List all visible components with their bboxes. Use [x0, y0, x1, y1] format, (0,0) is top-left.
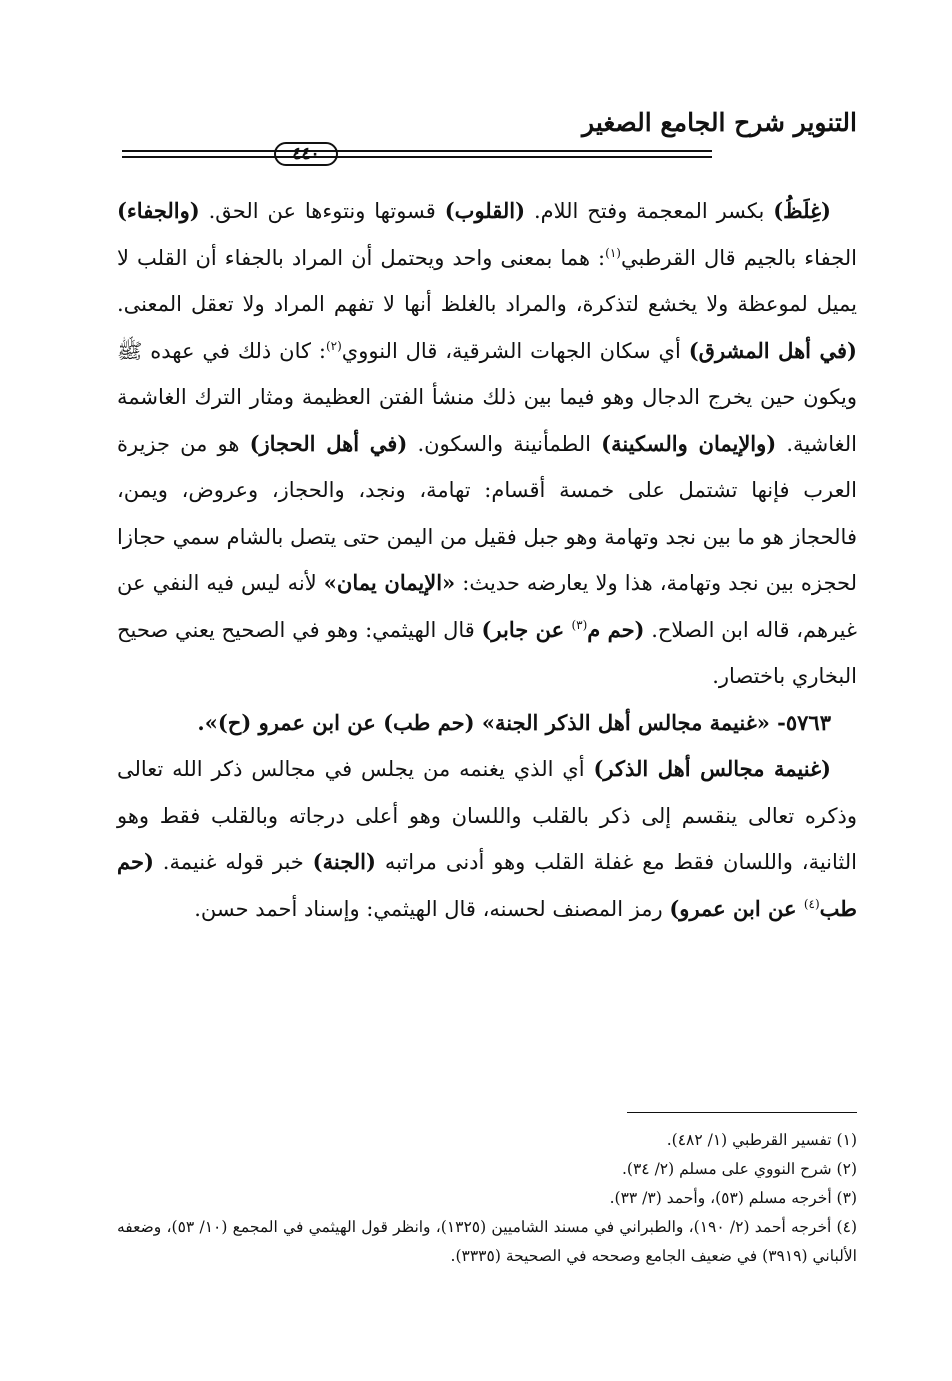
source-code: عن جابر) [481, 616, 572, 642]
commentary-paragraph-2 [117, 746, 857, 932]
main-text [117, 188, 857, 932]
footnote: (١) تفسير القرطبي (١/ ٤٨٢). [666, 1131, 857, 1149]
text-run: خبر قوله غنيمة. [153, 850, 313, 874]
running-title: التنوير شرح الجامع الصغير [582, 108, 857, 137]
lemma: (والإيمان والسكينة) [601, 430, 777, 456]
text-run: : كان ذلك في عهده ﷺ ويكون حين يخرج الدجال وهو فيما بين ذلك منشأ الفتن العظيمة ومثار الترك الغاشمة الغاشية. [117, 338, 858, 456]
footnotes [117, 1126, 857, 1271]
text-run: هو من جزيرة العرب فإنها تشتمل على خمسة أقسام: تهامة، ونجد، والحجاز، وعروض، ويمن، فالحجاز هو ما بين نجد وتهامة وهو جبل فقيل من اليمن حتى يتصل بالشام سمي حجازا لحجزه بين نجد وتهامة، هذا ولا يعارضه حديث: [117, 431, 857, 595]
source-code: (حم م [587, 616, 645, 642]
footnote: (٤) أخرجه أحمد (٢/ ١٩٠)، والطبراني في مسند الشاميين (١٣٢٥)، وانظر قول الهيثمي في المجمع (١٠/ ٥٣)، وضعفه الألباني (٣٩١٩) في ضعيف الجامع وصححه في الصحيحة (٣٣٣٥). [117, 1218, 857, 1265]
commentary-paragraph-1 [117, 188, 857, 700]
lemma: (غنيمة مجالس أهل الذكر) [593, 756, 831, 781]
footnote-ref: (١) [605, 245, 621, 260]
footnote: (٣) أخرجه مسلم (٥٣)، وأحمد (٣/ ٣٣). [609, 1189, 857, 1207]
lemma: (في أهل المشرق) [688, 337, 857, 363]
footnote: (٢) شرح النووي على مسلم (٢/ ٣٤). [622, 1160, 857, 1178]
source-code: (حم طب [117, 849, 857, 921]
text-run: أي الذي يغنمه من يجلس في مجالس ذكر الله تعالى وذكره تعالى ينقسم إلى ذكر بالقلب واللسان وهو أعلى درجاته وبالقلب فقط وهو الثانية، واللسان فقط مع غفلة القلب وهو أدنى مراتبه [117, 757, 857, 874]
hadith-entry [117, 700, 857, 747]
footnote-ref: (٢) [325, 338, 342, 353]
footnote-separator [627, 1112, 857, 1113]
text-run: لأنه ليس فيه النفي عن غيرهم، قاله ابن الصلاح. [117, 571, 857, 642]
hadith-text: ٥٧٦٣- «غنيمة مجالس أهل الذكر الجنة» (حم طب) عن ابن عمرو (ح)». [197, 709, 831, 735]
header-rule-line-top [122, 150, 712, 152]
page-number: ٤٤٠ [274, 142, 338, 166]
lemma: (الجنة) [312, 849, 376, 874]
text-run: الطمأنينة والسكون. [407, 431, 602, 456]
lemma: (القلوب) [444, 198, 526, 223]
text-run: الجفاء بالجيم قال القرطبي [620, 245, 857, 270]
text-run: قال الهيثمي: وهو في الصحيح يعني صحيح البخاري باختصار. [117, 617, 857, 688]
text-run: رمز المصنف لحسنه، قال الهيثمي: وإسناد أحمد حسن. [194, 896, 670, 921]
text-run: قسوتها ونتوءها عن الحق. [199, 199, 445, 223]
text-run: أي سكان الجهات الشرقية، قال النووي [341, 338, 689, 363]
header-rule-line-bottom [122, 156, 712, 158]
text-run: : هما بمعنى واحد ويحتمل أن المراد بالجفاء أن القلب لا يميل لموعظة ولا يخشع لتذكرة، والمراد بالغلظ أنها لا تفهم المراد ولا تعقل المعنى. [117, 245, 857, 316]
lemma: (والجفاء) [117, 198, 200, 223]
footnote-ref: (٣) [571, 617, 588, 632]
source-code: عن ابن عمرو) [669, 895, 804, 921]
lemma: (في أهل الحجاز) [249, 430, 408, 456]
header-rule [122, 142, 860, 166]
quoted-hadith: «الإيمان يمان» [323, 570, 456, 595]
footnote-ref: (٤) [803, 896, 820, 911]
text-run: بكسر المعجمة وفتح اللام. [525, 199, 774, 223]
lemma: (غِلَظُ) [773, 198, 831, 223]
